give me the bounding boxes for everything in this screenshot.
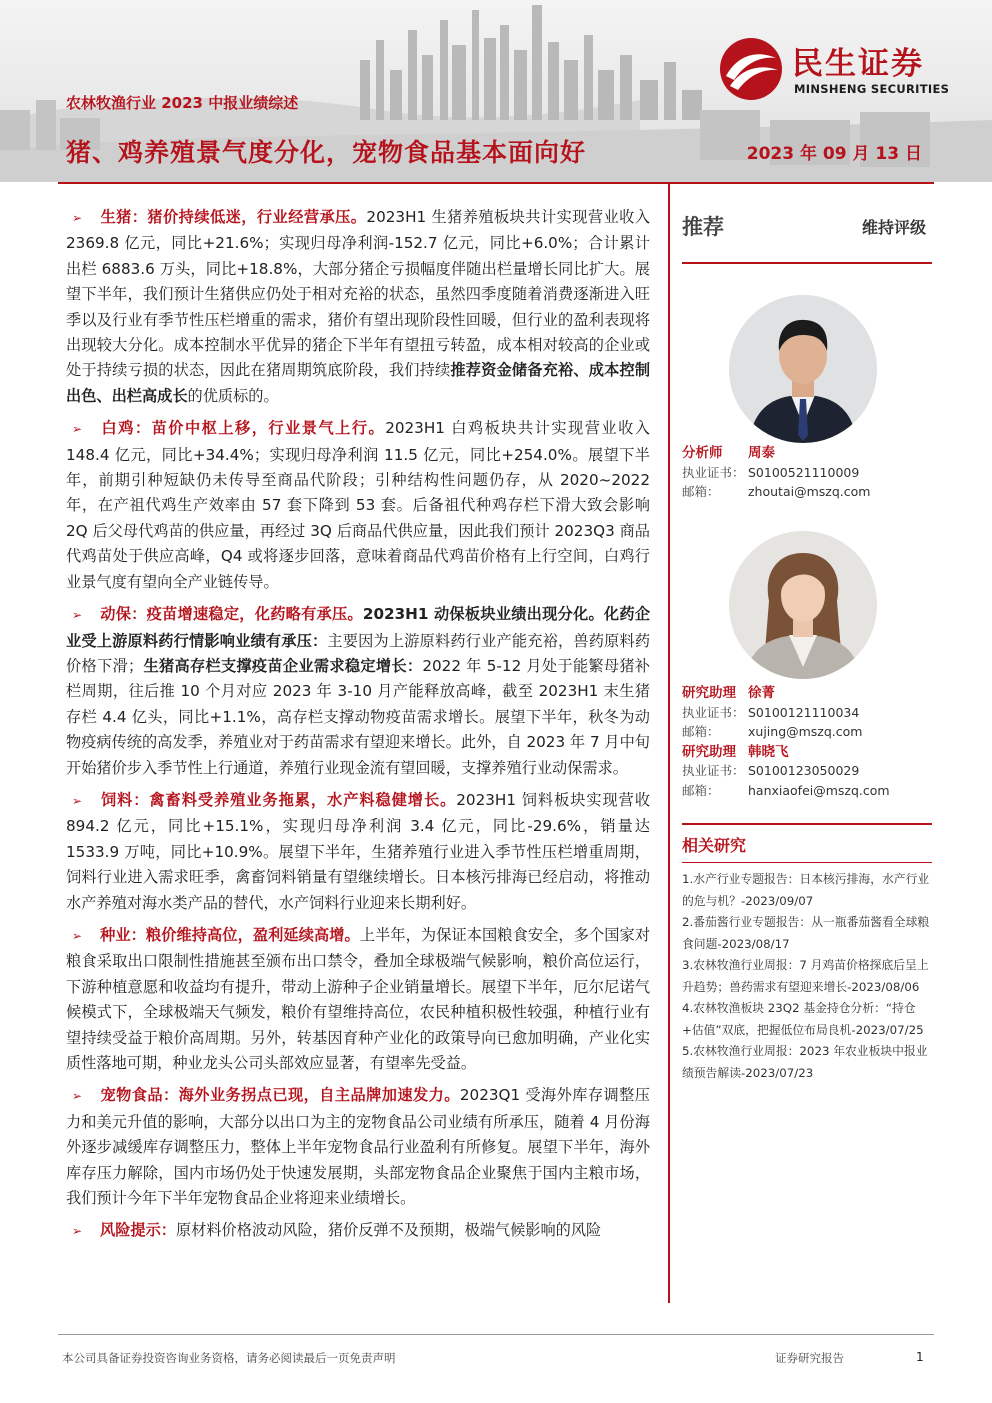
paragraph-emphasis: 推荐资金储备充裕、成本控制出色、出栏高成长 — [66, 361, 651, 405]
assistant-role: 研究助理 — [682, 685, 736, 701]
bullet-arrow-icon: ➢ — [72, 608, 83, 623]
sidebar — [682, 205, 932, 1080]
report-date: 2023 年 09 月 13 日 — [746, 144, 922, 164]
related-research-title: 相关研究 — [682, 836, 747, 855]
industry-subtitle: 农林牧渔行业 2023 中报业绩综述 — [66, 94, 299, 112]
paragraph-lead: 宠物食品：海外业务拐点已现，自主品牌加速发力。 — [100, 1086, 460, 1105]
assistant-name: 韩晓飞 — [748, 743, 789, 760]
rating-divider — [682, 262, 932, 264]
summary-paragraph — [66, 205, 650, 409]
assistant-info-xujing — [682, 683, 890, 800]
assistant-role: 研究助理 — [682, 743, 736, 760]
footer-disclaimer: 本公司具备证券投资咨询业务资格，请务必阅读最后一页免责声明 — [62, 1351, 396, 1365]
summary-paragraph — [66, 416, 650, 595]
paragraph-lead: 动保：疫苗增速稳定，化药略有承压。 — [100, 605, 363, 624]
analyst-photo-zhoutai — [729, 295, 877, 443]
paragraph-lead: 白鸡：苗价中枢上移，行业景气上行。 — [100, 419, 386, 438]
assistant-name: 徐菁 — [748, 685, 775, 701]
summary-paragraph — [66, 602, 650, 781]
rating-status: 维持评级 — [861, 218, 926, 237]
paragraph-text: 2023Q1 受海外库存调整压力和美元升值的影响，大部分以出口为主的宠物食品公司业绩有所承压，随着 4 月份海外逐步减缓库存调整压力，整体上半年宠物食品行业盈利有所修复。展望下半年，海外库存压力解除，国内市场仍处于快速发展期，头部宠物食品企业聚焦于国内主粮市场，我们预计今年下半年宠物食品企业将迎来业绩增长。 — [66, 1086, 650, 1208]
paragraph-text: 2023H1 白鸡板块共计实现营业收入 148.4 亿元，同比+34.4%；实现归母净利润 11.5 亿元，同比+254.0%。展望下半年，前期引种短缺仍未传导至商品代阶段；引种结构性问题仍存，从 2020~2022 年，在产祖代鸡生产效率由 57 套下降到 53 套。后备祖代种鸡存栏下滑大致会影响 2Q 后父母代鸡苗的供应量，再经过 3Q 后商品代供应量，因此我们预计 2023Q3 商品代鸡苗处于供应高峰，Q4 或将逐步回落，意味着商品代鸡苗价格有上行空间，白鸡行业景气度有望向全产业链传导。 — [66, 419, 650, 591]
paragraph-lead: 饲料：禽畜料受养殖业务拖累，水产料稳健增长。 — [100, 790, 457, 809]
cert-number: S0100123050029 — [748, 763, 860, 778]
column-divider — [668, 183, 670, 1303]
email-label: 邮箱： — [682, 782, 720, 798]
analyst-info-zhoutai — [682, 443, 870, 502]
cert-number: S0100521110009 — [748, 464, 860, 480]
report-title: 猪、鸡养殖景气度分化，宠物食品基本面向好 — [66, 138, 587, 167]
male-portrait-icon — [729, 295, 877, 443]
paragraph-lead: 风险提示： — [100, 1221, 176, 1240]
assistant-email: hanxiaofei@mszq.com — [748, 782, 890, 798]
summary-paragraph — [66, 1218, 650, 1244]
paragraph-text: 原材料价格波动风险，猪价反弹不及预期，极端气候影响的风险 — [175, 1221, 602, 1240]
analyst-photo-xujing — [729, 531, 877, 679]
analyst-name: 周泰 — [748, 445, 775, 461]
bullet-arrow-icon: ➢ — [72, 793, 83, 808]
email-label: 邮箱： — [682, 724, 720, 739]
rating-label: 推荐 — [682, 215, 724, 239]
header-divider — [58, 182, 934, 184]
paragraph-emphasis: 生猪高存栏支撑疫苗企业需求稳定增长： — [143, 656, 423, 675]
assistant-email: xujing@mszq.com — [748, 724, 863, 739]
cert-label: 执业证书： — [682, 704, 745, 720]
paragraph-text: 2023H1 饲料板块实现营收 894.2 亿元，同比+15.1%，实现归母净利润 3.4 亿元，同比-29.6%，销量达 1533.9 万吨，同比+10.9%。展望下半年，生猪养殖行业进入季节性压栏增重周期，饲料行业进入需求旺季，禽畜饲料销量有望继续增长。日本核污排海已经启动，将推动水产养殖对海水类产品的替代，水产饲料行业迎来长期利好。 — [66, 790, 651, 912]
rating-row — [682, 205, 932, 245]
paragraph-emphasis: 2023H1 动保板块业绩出现分化。化药企业受上游原料药行情影响业绩有承压： — [66, 605, 651, 650]
related-title-underline — [682, 862, 932, 863]
analyst-role: 分析师 — [682, 445, 723, 461]
related-research-item[interactable]: 4.农林牧渔板块 23Q2 基金持仓分析：“持仓+估值”双底，把握低位布局良机-2023/07/25 — [682, 1001, 924, 1037]
summary-paragraph — [66, 923, 650, 1076]
bullet-arrow-icon: ➢ — [72, 211, 83, 225]
bullet-arrow-icon: ➢ — [72, 928, 83, 943]
related-research-item[interactable]: 2.番茄酱行业专题报告：从一瓶番茄酱看全球粮食问题-2023/08/17 — [682, 915, 930, 951]
related-research-item[interactable]: 1.水产行业专题报告：日本核污排海，水产行业的危与机？-2023/09/07 — [682, 872, 930, 908]
paragraph-text: 的优质标的。 — [187, 386, 279, 405]
paragraph-lead: 生猪：猪价持续低迷，行业经营承压。 — [100, 208, 367, 226]
paragraph-text: 2022 年 5-12 月处于能繁母猪补栏周期，往后推 10 个月对应 2023 年 3-10 月产能释放高峰，截至 2023H1 末生猪存栏 4.4 亿头，同比+1.1%，高存栏支撑动物疫苗需求增长。展望下半年，秋冬为动物疫病传统的高发季，养殖业对于药苗需求有望迎来增长。此外，自 2023 年 7 月中旬开始猪价步入季节性上行通道，养殖行业现金流有望回暖，支撑养殖行业动保需求。 — [66, 656, 651, 777]
main-content — [66, 205, 650, 1252]
related-research — [682, 823, 932, 1084]
logo-chinese-text: 民生证券 — [792, 46, 924, 82]
related-research-item[interactable]: 5.农林牧渔行业周报：2023 年农业板块中报业绩预告解读-2023/07/23 — [682, 1044, 928, 1080]
email-label: 邮箱： — [682, 484, 720, 499]
paragraph-lead: 种业：粮价维持高位，盈利延续高增。 — [100, 925, 360, 944]
bullet-arrow-icon: ➢ — [72, 1224, 83, 1239]
cert-label: 执业证书： — [682, 763, 745, 778]
summary-paragraph — [66, 1083, 650, 1211]
report-header — [0, 0, 992, 182]
related-research-item[interactable]: 3.农林牧渔行业周报：7 月鸡苗价格探底后呈上升趋势；兽药需求有望迎来增长-2023/08/06 — [682, 958, 929, 994]
footer-divider — [58, 1334, 934, 1335]
analyst-email: zhoutai@mszq.com — [748, 484, 871, 499]
cert-label: 执业证书： — [682, 464, 745, 480]
minsheng-logo — [718, 36, 968, 106]
paragraph-text: 主要因为上游原料药行业产能充裕，兽药原料药价格下滑； — [66, 631, 651, 675]
minsheng-logo-icon — [718, 36, 784, 102]
summary-paragraph — [66, 788, 650, 916]
footer-report-type: 证券研究报告 — [775, 1351, 844, 1365]
paragraph-text: 2023H1 生猪养殖板块共计实现营业收入 2369.8 亿元，同比+21.6%；实现归母净利润-152.7 亿元，同比+6.0%；合计累计出栏 6883.6 万头，同比+18.8%，大部分猪企亏损幅度伴随出栏量增长同比扩大。展望下半年，我们预计生猪供应仍处于相对充裕的状态，虽然四季度随着消费逐渐进入旺季以及行业有季节性压栏增重的需求，猪价有望出现阶段性回暖，但行业的盈利表现将出现较大分化。成本控制水平优异的猪企下半年有望扭亏转盈，成本相对较高的企业或处于持续亏损的状态，因此在猪周期筑底阶段，我们持续 — [66, 208, 651, 380]
related-research-list — [682, 869, 932, 1084]
female-portrait-icon — [729, 531, 877, 679]
bullet-arrow-icon: ➢ — [72, 422, 83, 437]
logo-english-text: MINSHENG SECURITIES — [794, 82, 950, 96]
paragraph-text: 上半年，为保证本国粮食安全，多个国家对粮食采取出口限制性措施甚至颁布出口禁令，叠加全球极端气候影响，粮价高位运行，下游种植意愿和收益均有提升，带动上游种子企业销量增长。展望下半年，厄尔尼诺气候模式下，全球极端天气频发，粮价有望维持高位，农民种植积极性较强，种植行业有望持续受益于粮价高周期。另外，转基因育种产业化的政策导向已愈加明确，产业化实质性落地可期，种业龙头公司头部效应显著，有望率先受益。 — [66, 925, 651, 1072]
page-number: 1 — [916, 1350, 924, 1364]
bullet-arrow-icon: ➢ — [72, 1089, 83, 1104]
cert-number: S0100121110034 — [748, 704, 860, 720]
